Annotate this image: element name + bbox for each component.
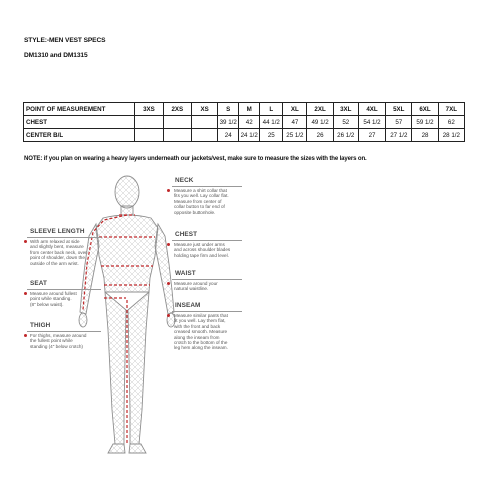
column-header: L [260, 103, 283, 116]
style-codes: DM1310 and DM1315 [24, 52, 88, 59]
inseam-description: Measure similar pants that fit you well. Lay them flat, with the front and back creased smooth. Measure along the inseam from crotch to the bottom of the leg hem along the inseam. [174, 313, 228, 351]
column-header: 7XL [438, 103, 464, 116]
neck-rule [172, 186, 242, 187]
inseam-rule [172, 311, 242, 312]
table-cell: 62 [438, 116, 464, 129]
table-cell: 49 1/2 [307, 116, 333, 129]
column-header: 3XS [135, 103, 163, 116]
table-cell [163, 129, 191, 142]
table-cell: 28 1/2 [438, 129, 464, 142]
table-cell: CENTER B/L [24, 129, 135, 142]
table-cell [191, 116, 217, 129]
column-header: XS [191, 103, 217, 116]
seat-label: SEAT [30, 280, 47, 287]
chest-bullet [167, 243, 170, 246]
layering-note: NOTE: if you plan on wearing a heavy layers underneath our jackets/vest, make sure to measure the sizes with the layers on. [24, 155, 367, 162]
table-cell: 28 [412, 129, 438, 142]
table-cell [135, 116, 163, 129]
table-cell: 25 1/2 [283, 129, 307, 142]
table-cell: 25 [260, 129, 283, 142]
column-header: XL [283, 103, 307, 116]
column-header: 5XL [386, 103, 412, 116]
table-row [24, 129, 465, 142]
table-cell: 26 [307, 129, 333, 142]
table-cell: 57 [386, 116, 412, 129]
seat-bullet [24, 292, 27, 295]
sleeve-length-label: SLEEVE LENGTH [30, 228, 85, 235]
column-header: 2XS [163, 103, 191, 116]
table-cell: 24 [218, 129, 239, 142]
waist-rule [172, 279, 242, 280]
style-title: STYLE:-MEN VEST SPECS [24, 37, 106, 44]
table-cell: 54 1/2 [358, 116, 385, 129]
column-header: 4XL [358, 103, 385, 116]
sleeve-description: With arm relaxed at side and slightly bent, measure from center back neck, over point of shoulder, down the outside of the arm wrist. [30, 239, 87, 266]
chest-label: CHEST [175, 231, 198, 238]
waist-description: Measure around your natural waistline. [174, 281, 218, 292]
inseam-bullet [167, 314, 170, 317]
thigh-description: For thighs, measure around the fullest point while standing (4" below crotch) [30, 333, 87, 349]
seat-description: Measure around fullest point while standing. (8" below waist). [30, 291, 77, 307]
table-cell: 26 1/2 [333, 129, 358, 142]
table-cell: CHEST [24, 116, 135, 129]
measurement-guide [0, 160, 480, 480]
column-header: 6XL [412, 103, 438, 116]
chest-rule [172, 240, 242, 241]
table-cell [191, 129, 217, 142]
table-cell: 42 [239, 116, 260, 129]
sleeve-bullet [24, 240, 27, 243]
table-cell [163, 116, 191, 129]
thigh-rule [27, 331, 101, 332]
table-row [24, 116, 465, 129]
inseam-label: INSEAM [175, 302, 201, 309]
table-header-row [24, 103, 465, 116]
thigh-bullet [24, 334, 27, 337]
neck-description: Measure a shirt collar that fits you well. Lay collar flat. Measure from center of collar button to far end of opposite buttonhole. [174, 188, 229, 215]
table-cell: 27 [358, 129, 385, 142]
thigh-label: THIGH [30, 322, 51, 329]
waist-bullet [167, 282, 170, 285]
column-header: 3XL [333, 103, 358, 116]
table-cell: 59 1/2 [412, 116, 438, 129]
column-header: POINT OF MEASUREMENT [24, 103, 135, 116]
table-cell: 24 1/2 [239, 129, 260, 142]
column-header: 2XL [307, 103, 333, 116]
table-cell: 44 1/2 [260, 116, 283, 129]
chest-description: Measure just under arms and across shoulder blades holding tape firm and level. [174, 242, 231, 258]
neck-bullet [167, 189, 170, 192]
table-cell: 39 1/2 [218, 116, 239, 129]
waist-label: WAIST [175, 270, 196, 277]
column-header: S [218, 103, 239, 116]
column-header: M [239, 103, 260, 116]
table-cell: 47 [283, 116, 307, 129]
mannequin-figure [0, 160, 480, 480]
table-cell: 52 [333, 116, 358, 129]
seat-rule [27, 289, 101, 290]
neck-label: NECK [175, 177, 194, 184]
table-cell [135, 129, 163, 142]
size-spec-table [23, 102, 465, 142]
sleeve-rule [27, 237, 101, 238]
table-cell: 27 1/2 [386, 129, 412, 142]
